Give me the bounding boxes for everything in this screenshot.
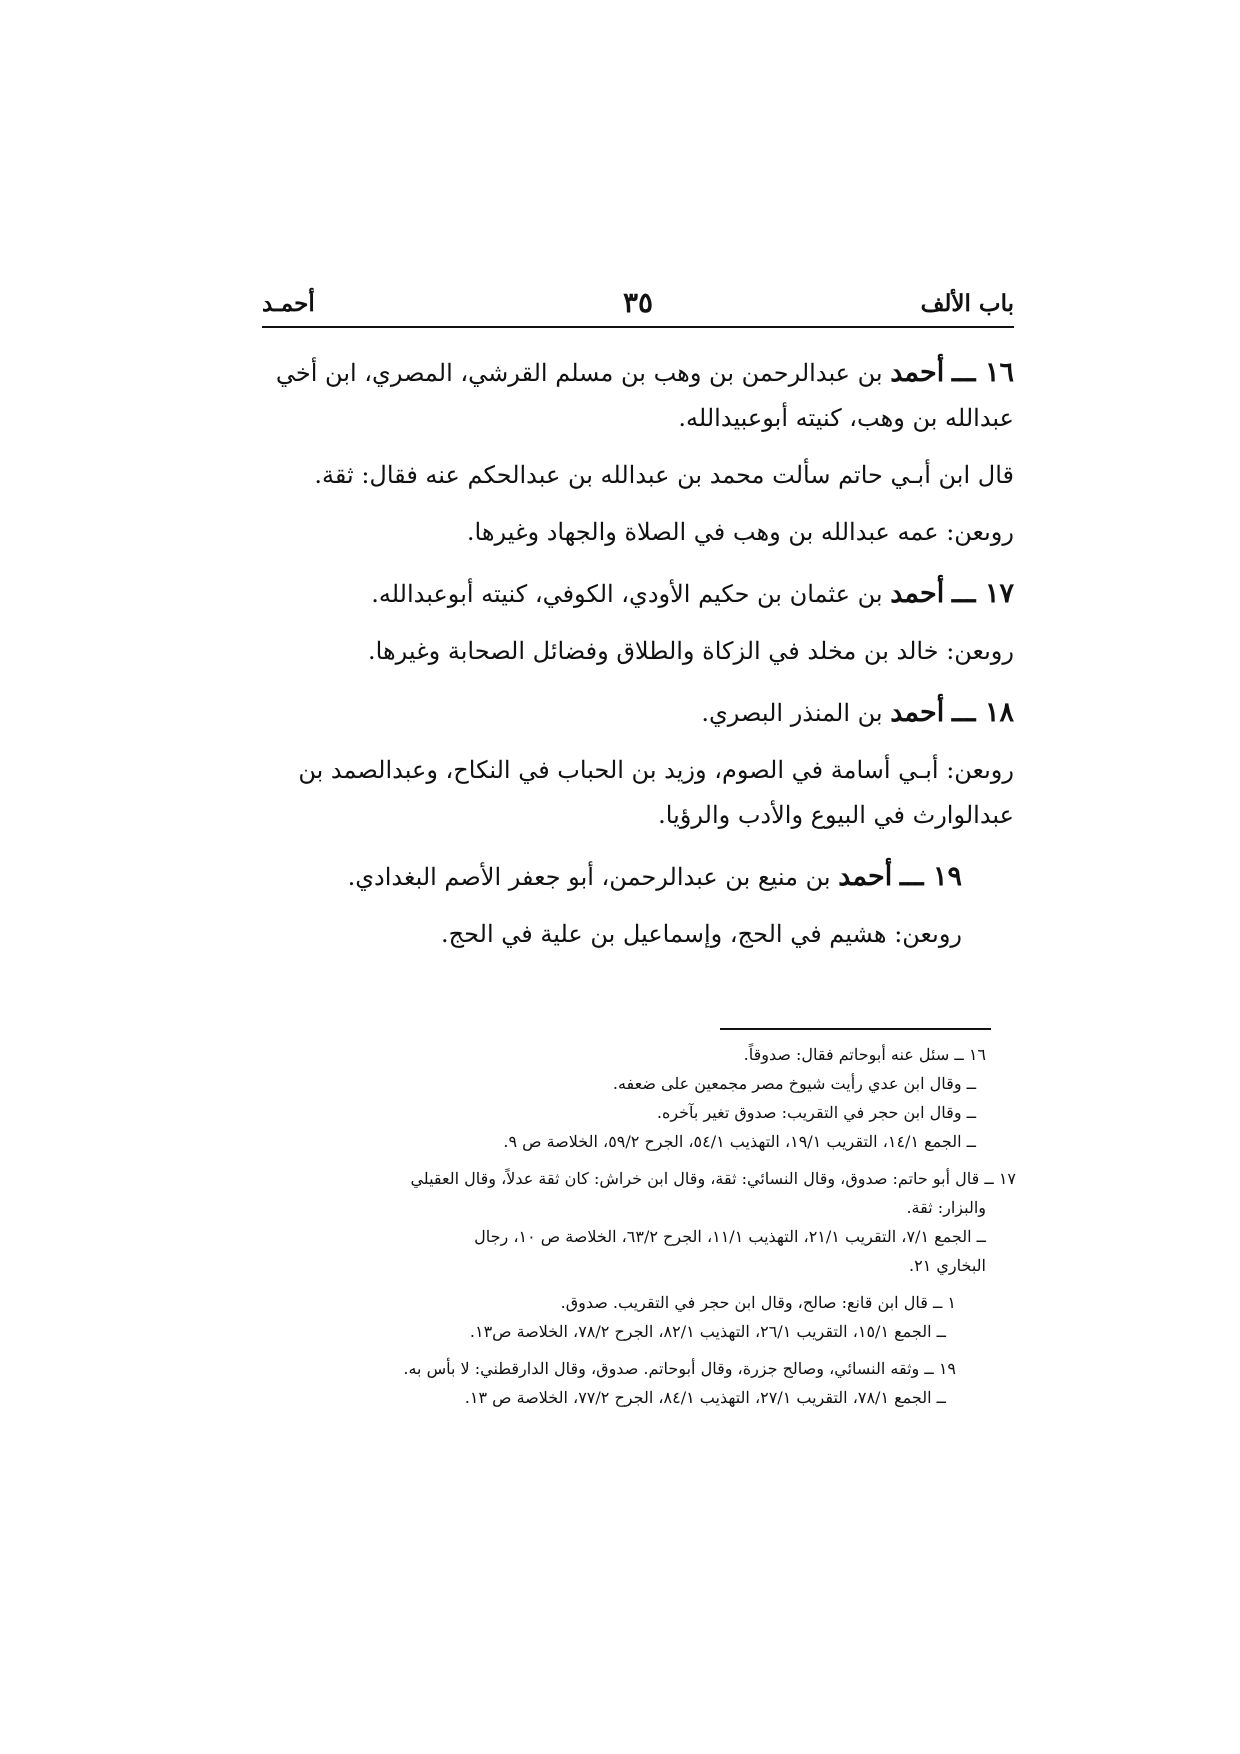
running-head-word: أحمـد (262, 290, 315, 317)
entry-number: ١٨ ـــ (951, 697, 1014, 728)
footnote-line: ١٦ ــ سئل عنه أبوحاتم فقال: صدوقاً. (743, 1045, 986, 1064)
footnote-line: البخاري ٢١. (909, 1256, 986, 1275)
entry-name: أحمد (890, 357, 945, 388)
footnote-16 (250, 1040, 1016, 1156)
entry-17 (248, 571, 1014, 674)
footnote-line: ١ ــ قال ابن قانع: صالح، وقال ابن حجر في التقريب. صدوق. (560, 1293, 956, 1312)
footnote-rule (720, 1028, 991, 1030)
entry-19 (248, 854, 1014, 957)
entry-heading (248, 350, 1014, 396)
footnote-line: ــ الجمع ١٥/١، التقريب ٢٦/١، التهذيب ٨٢/١، الجرح ٧٨/٢، الخلاصة ص١٣. (469, 1322, 946, 1341)
footnote-line: ــ الجمع ٧٨/١، التقريب ٢٧/١، التهذيب ٨٤/١، الجرح ٧٧/٢، الخلاصة ص ١٣. (464, 1388, 946, 1407)
page-number: ٣٥ (622, 286, 654, 319)
entry-text: روىعن: عمه عبدالله بن وهب في الصلاة والجهاد وغيرها. (466, 518, 1014, 546)
footnote-line: والبزار: ثقة. (906, 1198, 986, 1217)
entry-text: بن منيع بن عبدالرحمن، أبو جعفر الأصم البغدادي. (347, 863, 831, 891)
entry-number: ١٦ ـــ (951, 357, 1014, 388)
footnote-17 (250, 1164, 1016, 1280)
footnote-line: ١٧ ــ قال أبو حاتم: صدوق، وقال النسائي: ثقة، وقال ابن خراش: كان ثقة عدلاً، وقال العقيلي (410, 1169, 1016, 1188)
entry-text: روىعن: خالد بن مخلد في الزكاة والطلاق وفضائل الصحابة وغيرها. (368, 637, 1014, 665)
page-header (262, 286, 1014, 326)
chapter-title: باب الألف (920, 290, 1014, 317)
entry-text: بن عثمان بن حكيم الأودي، الكوفي، كنيته أبوعبدالله. (371, 580, 883, 608)
entry-heading (248, 571, 1014, 617)
footnote-19 (250, 1354, 1016, 1412)
footnote-line: ــ الجمع ٧/١، التقريب ٢١/١، التهذيب ١١/١، الجرح ٦٣/٢، الخلاصة ص ١٠، رجال (474, 1227, 986, 1246)
entry-text: عبدالله بن وهب، كنيته أبوعبيدالله. (678, 404, 1014, 432)
entry-heading (248, 854, 962, 900)
entry-text: بن عبدالرحمن بن وهب بن مسلم القرشي، المصري، ابن أخي (275, 359, 883, 387)
footnotes (250, 1040, 1016, 1420)
entry-name: أحمد (838, 861, 893, 892)
entry-name: أحمد (890, 578, 945, 609)
entry-heading (248, 690, 1014, 736)
footnote-line: ــ وقال ابن عدي رأيت شيوخ مصر مجمعين على ضعفه. (612, 1074, 976, 1093)
entry-text: روىعن: هشيم في الحج، وإسماعيل بن علية في الحج. (441, 920, 962, 948)
footnote-line: ــ وقال ابن حجر في التقريب: صدوق تغير بآخره. (656, 1103, 976, 1122)
footnote-line: ١٩ ــ وثقه النسائي، وصالح جزرة، وقال أبوحاتم. صدوق، وقال الدارقطني: لا بأس به. (403, 1359, 956, 1378)
entry-16 (248, 350, 1014, 555)
entry-text: روىعن: أبـي أسامة في الصوم، وزيد بن الحباب في النكاح، وعبدالصمد بن (298, 756, 1014, 784)
entry-number: ١٧ ـــ (951, 578, 1014, 609)
footnote-line: ــ الجمع ١٤/١، التقريب ١٩/١، التهذيب ٥٤/١، الجرح ٥٩/٢، الخلاصة ص ٩. (503, 1132, 976, 1151)
entry-text: قال ابن أبـي حاتم سألت محمد بن عبدالله بن عبدالحكم عنه فقال: ثقة. (314, 461, 1014, 489)
header-rule (262, 326, 1014, 328)
entry-text: بن المنذر البصري. (701, 699, 883, 727)
main-text (248, 350, 1014, 957)
entry-number: ١٩ ـــ (899, 861, 962, 892)
entry-name: أحمد (890, 697, 945, 728)
entry-text: عبدالوارث في البيوع والأدب والرؤيا. (658, 801, 1014, 829)
entry-18 (248, 690, 1014, 838)
footnote-18 (250, 1288, 1016, 1346)
